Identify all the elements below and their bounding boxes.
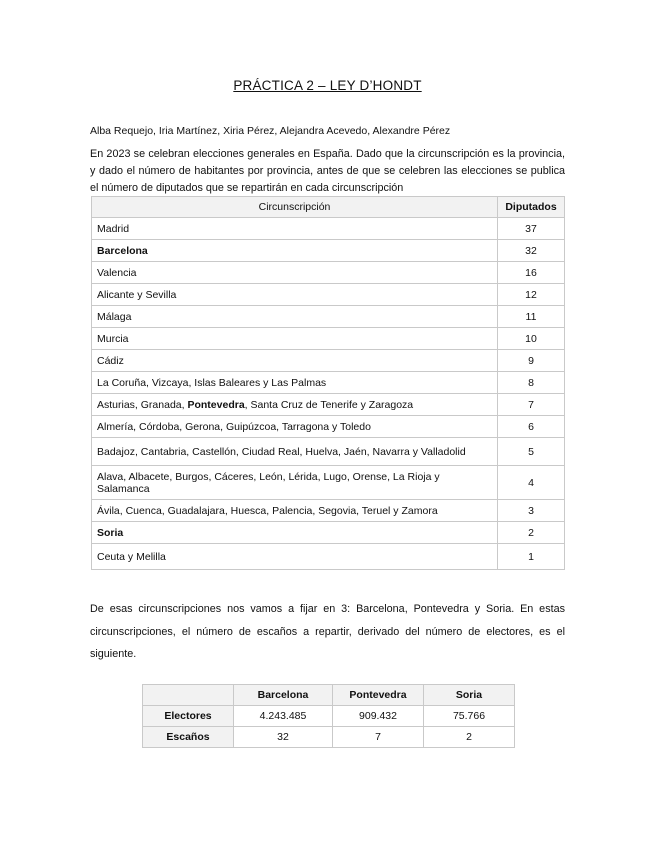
summary-cell: 7 <box>333 727 424 748</box>
seats-cell: 11 <box>498 306 565 328</box>
table-row <box>92 416 565 438</box>
summary-cell: 75.766 <box>424 706 515 727</box>
constituency-text-pre: Almería, Córdoba, Gerona, Guipúzcoa, Tarragona y Toledo <box>97 420 371 433</box>
constituency-text-post: , Santa Cruz de Tenerife y Zaragoza <box>244 398 414 411</box>
seats-cell: 3 <box>498 500 565 522</box>
summary-cell: 4.243.485 <box>234 706 333 727</box>
summary-col-pontevedra: Pontevedra <box>333 685 424 706</box>
table-header-row <box>92 197 565 218</box>
constituency-cell <box>92 394 498 416</box>
constituency-text-pre: Alava, Albacete, Burgos, Cáceres, León, Lérida, Lugo, Orense, La Rioja y Salamanca <box>97 470 440 495</box>
authors-line: Alba Requejo, Iria Martínez, Xiria Pérez, Alejandra Acevedo, Alexandre Pérez <box>90 125 451 137</box>
constituency-text-pre: Valencia <box>97 266 137 279</box>
summary-row-label: Electores <box>143 706 234 727</box>
table-row <box>92 240 565 262</box>
table-row <box>92 284 565 306</box>
seats-cell: 32 <box>498 240 565 262</box>
table-row <box>92 328 565 350</box>
constituency-text-pre: Alicante y Sevilla <box>97 288 177 301</box>
summary-row-escanos <box>143 727 515 748</box>
constituency-cell <box>92 284 498 306</box>
header-circunscripcion: Circunscripción <box>92 197 498 218</box>
seats-cell: 9 <box>498 350 565 372</box>
summary-corner-cell <box>143 685 234 706</box>
electors-seats-table <box>142 684 515 748</box>
table-row <box>92 438 565 466</box>
constituency-text-pre: Ávila, Cuenca, Guadalajara, Huesca, Palencia, Segovia, Teruel y Zamora <box>97 504 438 517</box>
constituency-cell <box>92 544 498 570</box>
constituency-text-bold: Pontevedra <box>187 398 245 411</box>
summary-col-soria: Soria <box>424 685 515 706</box>
table-row <box>92 372 565 394</box>
constituency-text-pre: Madrid <box>97 222 130 235</box>
seat-distribution-table <box>91 196 565 570</box>
seats-cell: 2 <box>498 522 565 544</box>
constituency-cell <box>92 240 498 262</box>
constituency-cell <box>92 218 498 240</box>
selection-paragraph: De esas circunscripciones nos vamos a fijar en 3: Barcelona, Pontevedra y Soria. En estas circunscripciones, el número de escaños a repartir, derivado del número de electores, es el siguiente. <box>90 603 565 660</box>
constituency-text-pre: La Coruña, Vizcaya, Islas Baleares y Las Palmas <box>97 376 327 389</box>
constituency-cell <box>92 328 498 350</box>
constituency-text-bold: Soria <box>97 526 124 539</box>
table-row <box>92 350 565 372</box>
summary-row-label: Escaños <box>143 727 234 748</box>
constituency-text-pre: Asturias, Granada, <box>97 398 188 411</box>
seats-cell: 1 <box>498 544 565 570</box>
summary-header-row <box>143 685 515 706</box>
seats-cell: 8 <box>498 372 565 394</box>
seats-cell: 7 <box>498 394 565 416</box>
seats-cell: 4 <box>498 466 565 500</box>
constituency-cell <box>92 416 498 438</box>
constituency-text-pre: Badajoz, Cantabria, Castellón, Ciudad Real, Huelva, Jaén, Navarra y Valladolid <box>97 445 466 458</box>
intro-paragraph: En 2023 se celebran elecciones generales en España. Dado que la circunscripción es la provincia, y dado el número de habitantes por provincia, antes de que se celebren las elecciones se publica el número de diputados que se repartirán en cada circunscripción <box>90 148 565 194</box>
seats-cell: 10 <box>498 328 565 350</box>
summary-col-barcelona: Barcelona <box>234 685 333 706</box>
constituency-text-pre: Murcia <box>97 332 129 345</box>
summary-row-electores <box>143 706 515 727</box>
constituency-text-bold: Barcelona <box>97 244 148 257</box>
seats-cell: 5 <box>498 438 565 466</box>
constituency-cell <box>92 372 498 394</box>
constituency-cell <box>92 306 498 328</box>
table-row <box>92 306 565 328</box>
page-title: PRÁCTICA 2 – LEY D’HONDT <box>233 78 422 93</box>
constituency-cell <box>92 466 498 500</box>
constituency-cell <box>92 522 498 544</box>
table-row <box>92 394 565 416</box>
constituency-text-pre: Ceuta y Melilla <box>97 550 166 563</box>
table-row <box>92 522 565 544</box>
table-row <box>92 262 565 284</box>
seats-cell: 6 <box>498 416 565 438</box>
table-row <box>92 218 565 240</box>
table-row <box>92 544 565 570</box>
table-row <box>92 466 565 500</box>
seats-cell: 37 <box>498 218 565 240</box>
constituency-cell <box>92 500 498 522</box>
constituency-cell <box>92 438 498 466</box>
seats-cell: 16 <box>498 262 565 284</box>
constituency-cell <box>92 262 498 284</box>
summary-cell: 32 <box>234 727 333 748</box>
header-diputados: Diputados <box>498 197 565 218</box>
constituency-text-pre: Cádiz <box>97 354 124 367</box>
constituency-cell <box>92 350 498 372</box>
constituency-text-pre: Málaga <box>97 310 132 323</box>
seats-cell: 12 <box>498 284 565 306</box>
summary-cell: 909.432 <box>333 706 424 727</box>
table-row <box>92 500 565 522</box>
summary-cell: 2 <box>424 727 515 748</box>
